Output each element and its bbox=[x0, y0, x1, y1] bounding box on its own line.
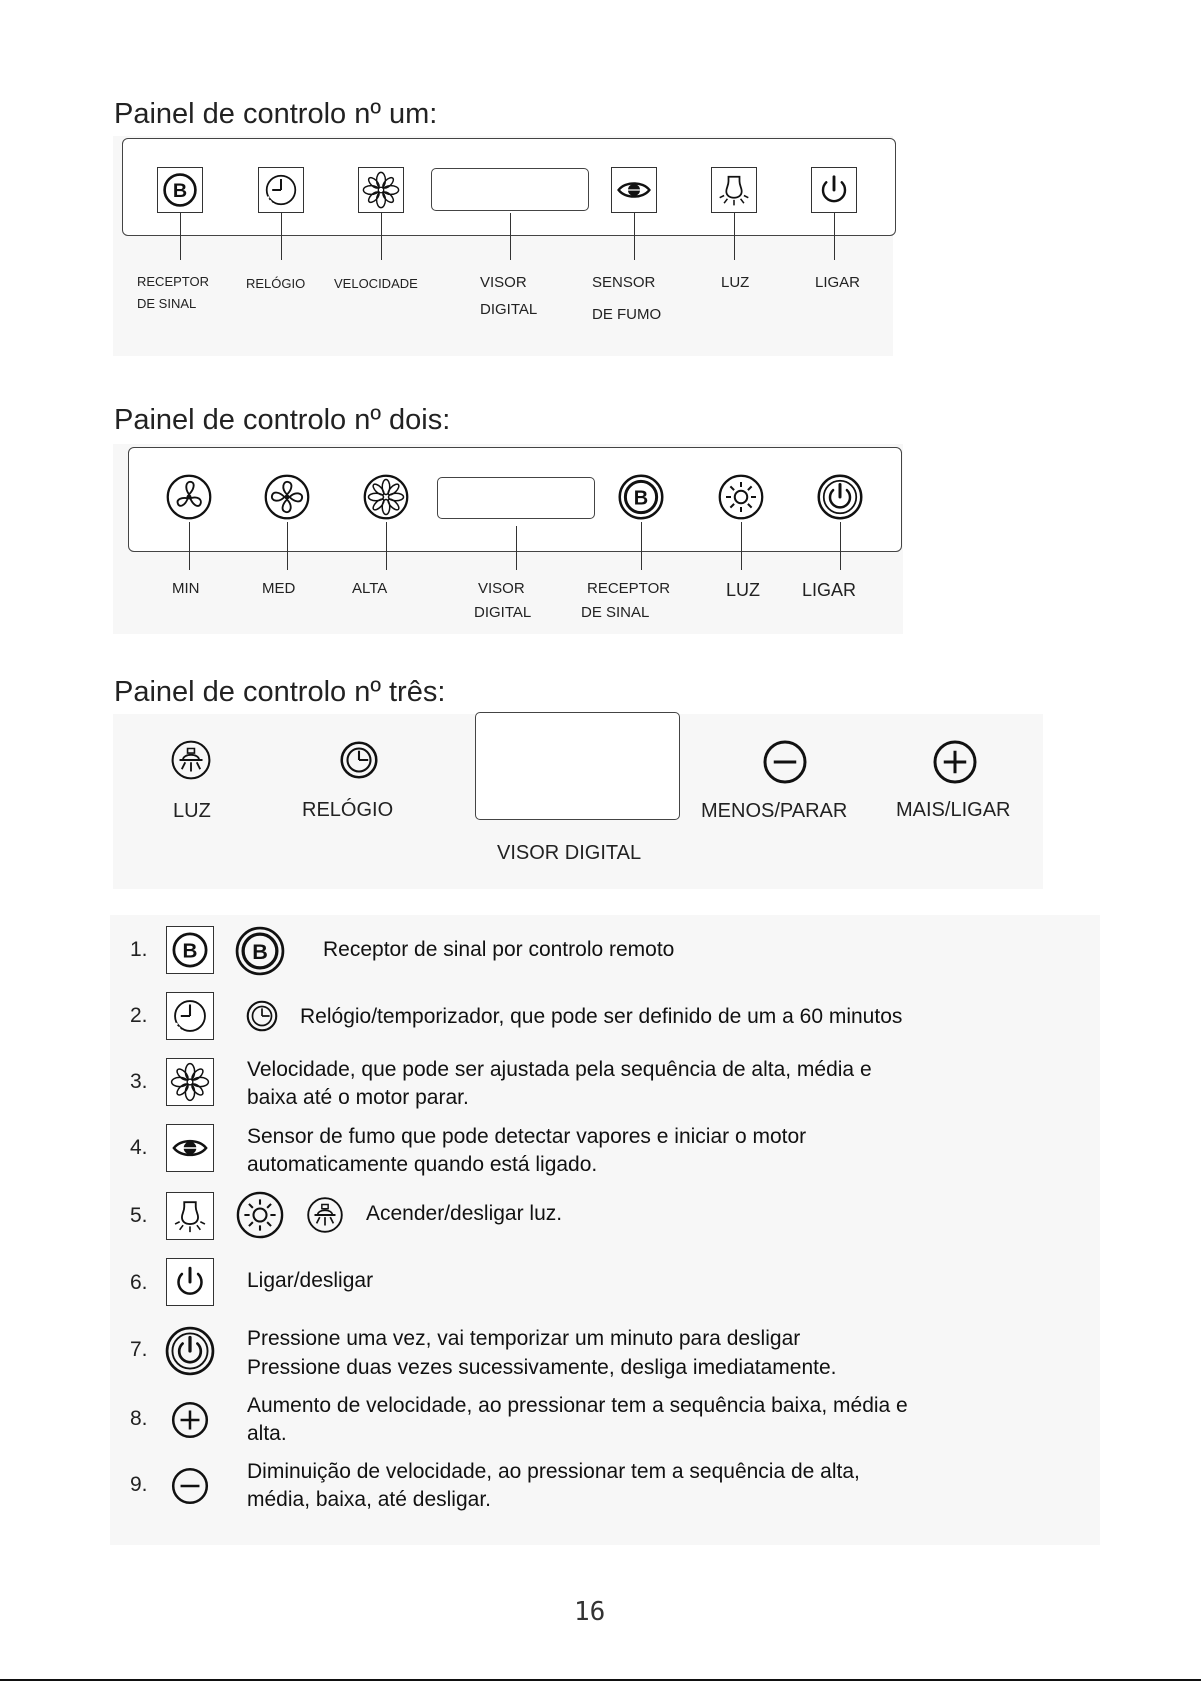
clock-icon bbox=[243, 997, 281, 1035]
label-visor-line1: VISOR bbox=[480, 274, 527, 291]
receptor-button[interactable] bbox=[616, 472, 666, 522]
page-number: 16 bbox=[574, 1597, 606, 1627]
feature-number: 1. bbox=[130, 938, 148, 961]
clock-icon bbox=[336, 737, 382, 783]
digital-display bbox=[431, 168, 589, 211]
power-icon bbox=[166, 1258, 214, 1306]
feature-text: Sensor de fumo que pode detectar vapores e iniciar o motor bbox=[247, 1125, 807, 1148]
panel-two-title: Painel de controlo nº dois: bbox=[114, 404, 451, 436]
leader-line bbox=[641, 522, 642, 570]
min-button[interactable] bbox=[164, 472, 214, 522]
clock-icon bbox=[166, 992, 214, 1040]
label-receptor-line1: RECEPTOR bbox=[587, 580, 671, 597]
leader-line bbox=[516, 526, 517, 570]
digital-display bbox=[475, 712, 680, 820]
feature-text: automaticamente quando está ligado. bbox=[247, 1153, 598, 1176]
feature-number: 8. bbox=[130, 1407, 148, 1430]
power-icon bbox=[812, 168, 856, 212]
clock-button[interactable] bbox=[336, 737, 382, 783]
feature-text: Diminuição de velocidade, ao pressionar tem a sequência de alta, bbox=[247, 1460, 860, 1483]
label-visor-digital: VISOR DIGITAL bbox=[497, 842, 642, 864]
label-velocidade: VELOCIDADE bbox=[334, 276, 418, 291]
plus-circle-icon bbox=[930, 737, 980, 787]
feature-number: 2. bbox=[130, 1004, 148, 1027]
label-ligar: LIGAR bbox=[815, 274, 861, 291]
alta-button[interactable] bbox=[361, 472, 411, 522]
plus-button[interactable] bbox=[930, 737, 980, 787]
power-button[interactable] bbox=[815, 472, 865, 522]
fan-icon bbox=[262, 472, 312, 522]
leader-line bbox=[634, 213, 635, 260]
label-alta: ALTA bbox=[352, 580, 388, 597]
leader-line bbox=[510, 213, 511, 260]
light-bulb-icon bbox=[234, 1189, 286, 1241]
feature-number: 6. bbox=[130, 1271, 148, 1294]
digital-display bbox=[437, 477, 595, 519]
feature-number: 5. bbox=[130, 1204, 148, 1227]
light-bulb-icon bbox=[712, 168, 756, 212]
minus-circle-icon bbox=[169, 1465, 211, 1507]
label-menos-parar: MENOS/PARAR bbox=[701, 800, 848, 822]
fan-icon bbox=[361, 472, 411, 522]
panel-one-title: Painel de controlo nº um: bbox=[114, 98, 438, 130]
light-button[interactable] bbox=[716, 472, 766, 522]
remote-receiver-icon bbox=[616, 472, 666, 522]
leader-line bbox=[386, 522, 387, 570]
speed-button[interactable] bbox=[358, 167, 404, 213]
leader-line bbox=[840, 522, 841, 570]
fan-icon bbox=[359, 168, 403, 212]
leader-line bbox=[741, 522, 742, 570]
feature-text: Pressione duas vezes sucessivamente, desliga imediatamente. bbox=[247, 1356, 837, 1379]
remote-receiver-icon bbox=[158, 168, 202, 212]
feature-text: baixa até o motor parar. bbox=[247, 1086, 469, 1109]
feature-number: 7. bbox=[130, 1338, 148, 1361]
feature-text: Ligar/desligar bbox=[247, 1269, 374, 1292]
leader-line bbox=[834, 213, 835, 260]
clock-icon bbox=[259, 168, 303, 212]
label-sensor-line2: DE FUMO bbox=[592, 306, 662, 323]
leader-line bbox=[189, 522, 190, 570]
remote-receiver-icon bbox=[166, 926, 214, 974]
light-button[interactable] bbox=[711, 167, 757, 213]
med-button[interactable] bbox=[262, 472, 312, 522]
fan-icon bbox=[164, 472, 214, 522]
label-relogio: RELÓGIO bbox=[246, 276, 306, 291]
label-relogio: RELÓGIO bbox=[302, 799, 394, 821]
feature-text: alta. bbox=[247, 1422, 287, 1445]
leader-line bbox=[281, 213, 282, 260]
page-bottom-rule bbox=[0, 1679, 1201, 1681]
light-bulb-icon bbox=[304, 1194, 346, 1236]
label-sensor-line1: SENSOR bbox=[592, 274, 656, 291]
feature-text: Pressione uma vez, vai temporizar um minuto para desligar bbox=[247, 1327, 801, 1350]
label-receptor-line1: RECEPTOR bbox=[137, 274, 209, 289]
label-visor-line1: VISOR bbox=[478, 580, 525, 597]
minus-button[interactable] bbox=[760, 737, 810, 787]
plus-circle-icon bbox=[169, 1399, 211, 1441]
feature-number: 4. bbox=[130, 1136, 148, 1159]
label-luz: LUZ bbox=[721, 274, 750, 291]
feature-number: 9. bbox=[130, 1473, 148, 1496]
light-bulb-icon bbox=[168, 737, 214, 783]
label-luz: LUZ bbox=[726, 580, 761, 600]
light-bulb-icon bbox=[716, 472, 766, 522]
leader-line bbox=[180, 213, 181, 260]
leader-line bbox=[734, 213, 735, 260]
fan-icon bbox=[166, 1058, 214, 1106]
feature-text: Relógio/temporizador, que pode ser definido de um a 60 minutos bbox=[300, 1005, 903, 1028]
label-receptor-line2: DE SINAL bbox=[137, 296, 197, 311]
feature-text: média, baixa, até desligar. bbox=[247, 1488, 491, 1511]
panel-three-title: Painel de controlo nº três: bbox=[114, 676, 446, 708]
smoke-sensor-eye-icon bbox=[612, 168, 656, 212]
label-visor-line2: DIGITAL bbox=[480, 301, 538, 318]
leader-line bbox=[287, 522, 288, 570]
feature-number: 3. bbox=[130, 1070, 148, 1093]
power-icon bbox=[815, 472, 865, 522]
clock-button[interactable] bbox=[258, 167, 304, 213]
smoke-sensor-button[interactable] bbox=[611, 167, 657, 213]
power-button[interactable] bbox=[811, 167, 857, 213]
label-mais-ligar: MAIS/LIGAR bbox=[896, 799, 1011, 821]
label-med: MED bbox=[262, 580, 296, 597]
receptor-button[interactable] bbox=[157, 167, 203, 213]
light-bulb-icon bbox=[166, 1192, 214, 1240]
feature-text: Acender/desligar luz. bbox=[366, 1202, 563, 1225]
remote-receiver-icon bbox=[233, 924, 287, 978]
minus-circle-icon bbox=[760, 737, 810, 787]
feature-text: Receptor de sinal por controlo remoto bbox=[323, 938, 675, 961]
leader-line bbox=[381, 213, 382, 260]
label-receptor-line2: DE SINAL bbox=[581, 604, 650, 621]
label-visor-line2: DIGITAL bbox=[474, 604, 532, 621]
feature-text: Velocidade, que pode ser ajustada pela sequência de alta, média e bbox=[247, 1058, 872, 1081]
light-button[interactable] bbox=[168, 737, 214, 783]
smoke-sensor-eye-icon bbox=[166, 1124, 214, 1172]
power-icon bbox=[163, 1324, 217, 1378]
feature-text: Aumento de velocidade, ao pressionar tem a sequência baixa, média e bbox=[247, 1394, 908, 1417]
label-luz: LUZ bbox=[173, 800, 211, 822]
label-min: MIN bbox=[172, 580, 200, 597]
label-ligar: LIGAR bbox=[802, 580, 857, 600]
